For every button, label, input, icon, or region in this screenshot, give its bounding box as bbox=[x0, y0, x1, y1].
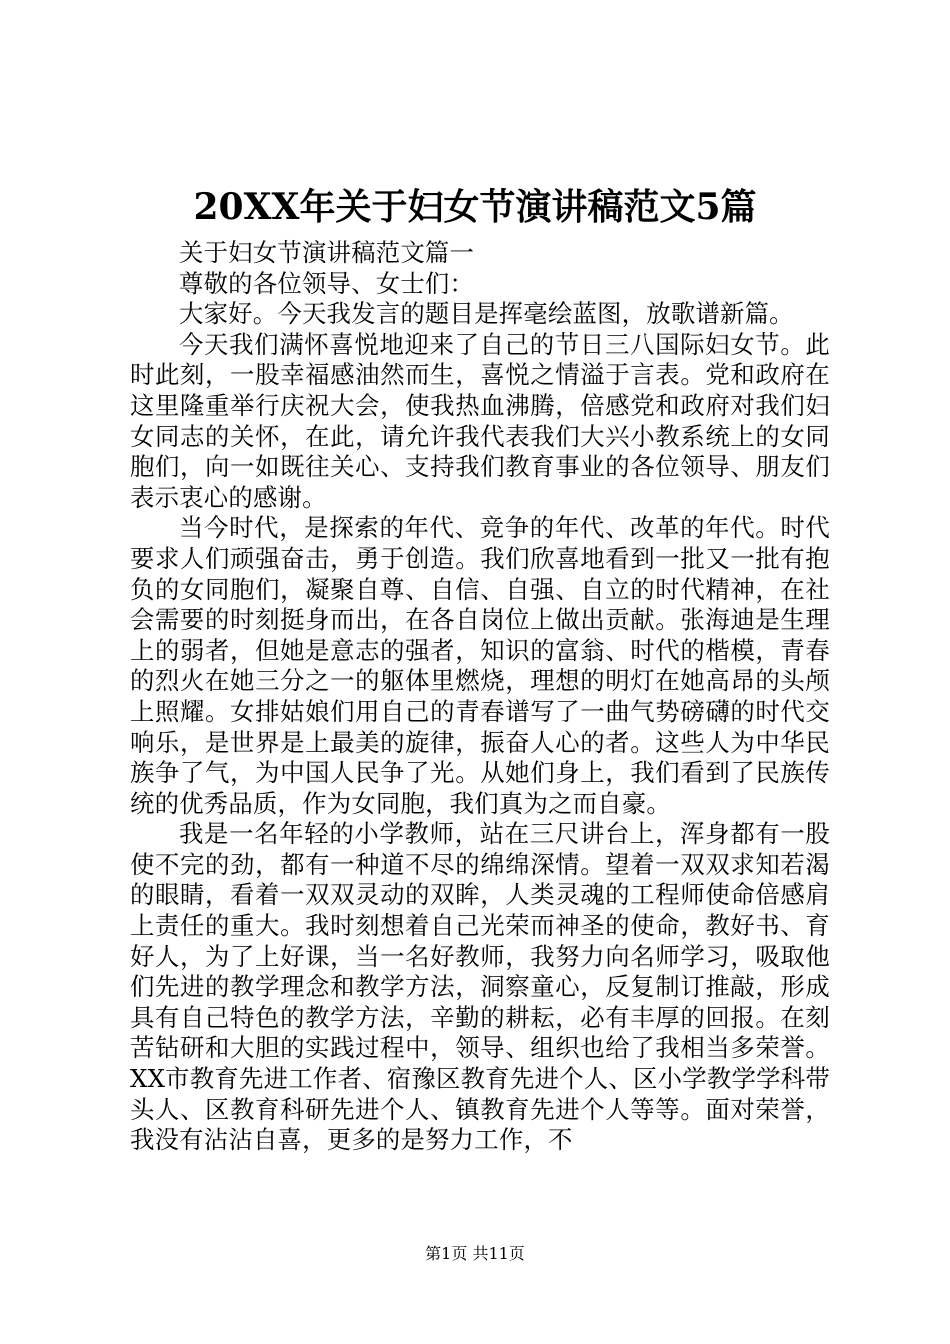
paragraph-section-heading: 关于妇女节演讲稿范文篇一 bbox=[179, 238, 475, 267]
paragraph-salutation: 尊敬的各位领导、女士们： bbox=[179, 268, 475, 298]
paragraph-greeting: 大家好。今天我发言的题目是挥毫绘蓝图，放歌谱新篇。 bbox=[179, 299, 794, 329]
document-body bbox=[130, 238, 830, 1156]
document-title: 20XX年关于妇女节演讲稿范文5篇 bbox=[193, 186, 757, 228]
paragraph-body-2: 当今时代，是探索的年代、竞争的年代、改革的年代。时代要求人们顽强奋击，勇于创造。我们欣喜地看到一批又一批有抱负的女同胞们，凝聚自尊、自信、自强、自立的时代精神，在社会需要的时刻挺身而出，在各自岗位上做出贡献。张海迪是生理上的弱者，但她是意志的强者，知识的富翁、时代的楷模，青春的烈火在她三分之一的躯体里燃烧，理想的明灯在她高昂的头颅上照耀。女排姑娘们用自己的青春谱写了一曲气势磅礴的时代交响乐，是世界是上最美的旋律，振奋人心的者。这些人为中华民族争了气，为中国人民争了光。从她们身上，我们看到了民族传统的优秀品质，作为女同胞，我们真为之而自豪。 bbox=[130, 513, 830, 818]
paragraph-body-3: 我是一名年轻的小学教师，站在三尺讲台上，浑身都有一股使不完的劲，都有一种道不尽的绵绵深情。望着一双双求知若渴的眼睛，看着一双双灵动的双眸，人类灵魂的工程师使命倍感肩上责任的重大。我时刻想着自己光荣而神圣的使命，教好书、育好人，为了上好课，当一名好教师，我努力向名师学习，吸取他们先进的教学理念和教学方法，洞察童心，反复制订推敲，形成具有自己特色的教学方法，辛勤的耕耘，必有丰厚的回报。在刻苦钻研和大胆的实践过程中，领导、组织也给了我相当多荣誉。XX市教育先进工作者、宿豫区教育先进个人、区小学教学学科带头人、区教育科研先进个人、镇教育先进个人等等。面对荣誉，我没有沾沾自喜，更多的是努力工作，不 bbox=[130, 819, 830, 1155]
paragraph-body-1: 今天我们满怀喜悦地迎来了自己的节日三八国际妇女节。此时此刻，一股幸福感油然而生，喜悦之情溢于言表。党和政府在这里隆重举行庆祝大会，使我热血沸腾，倍感党和政府对我们妇女同志的关怀，在此，请允许我代表我们大兴小教系统上的女同胞们，向一如既往关心、支持我们教育事业的各位领导、朋友们表示衷心的感谢。 bbox=[130, 329, 830, 512]
page-number-footer: 第1页 共11页 bbox=[425, 1244, 525, 1263]
